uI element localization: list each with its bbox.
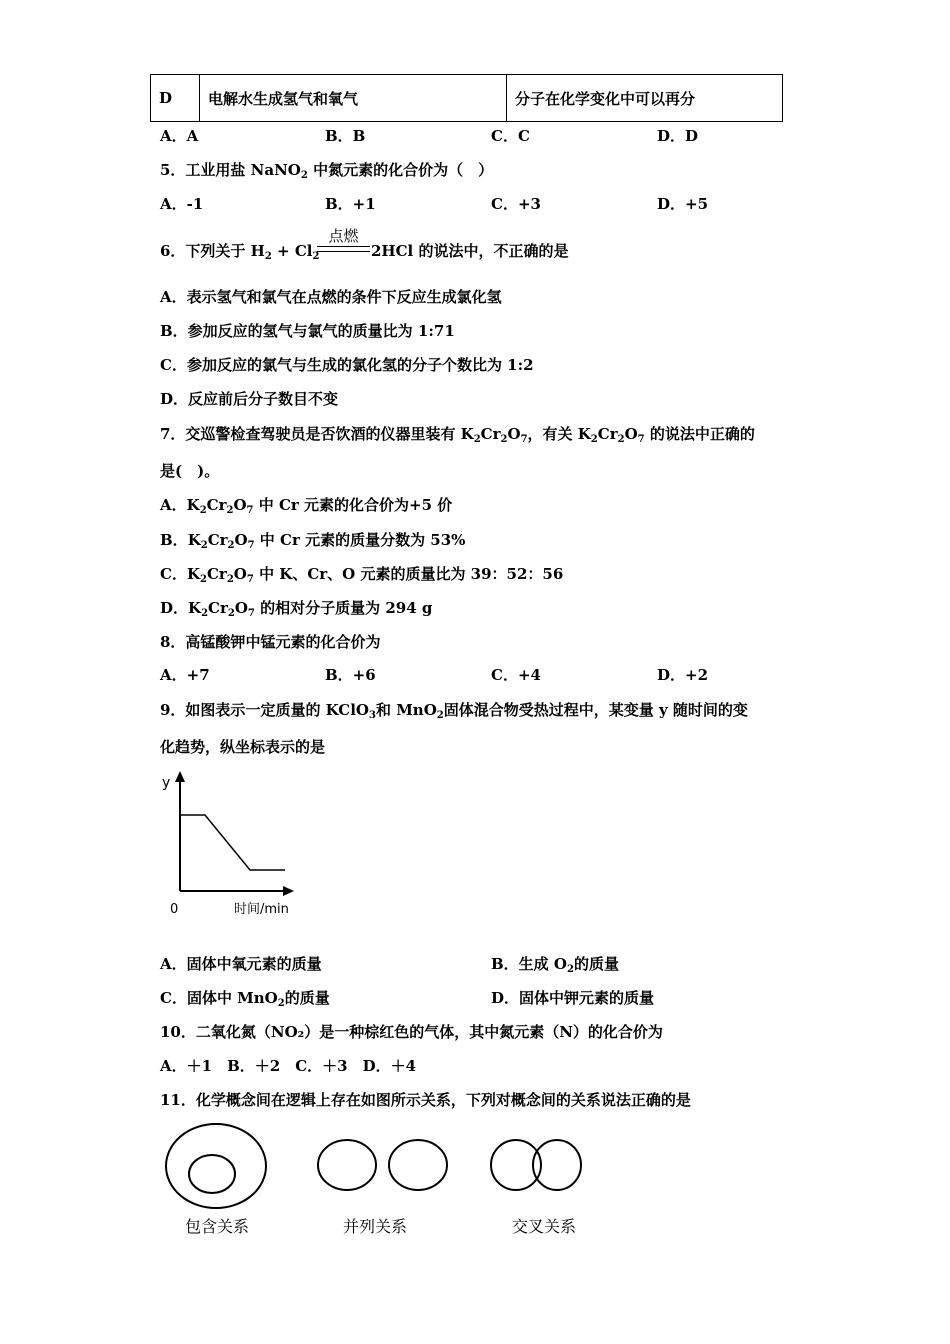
x-axis-label: 时间/min [234,902,289,917]
q6-stem-right: 2HCl 的说法中，不正确的是 [371,242,569,260]
q6-option-c: C．参加反应的氯气与生成的氯化氢的分子个数比为 1:2 [160,356,534,374]
q6-stem-left: 6．下列关于 $H_2 + Cl_2$ [160,242,320,262]
q5-option-c: C．+3 [491,195,541,213]
parallel-circle-left [318,1140,376,1190]
label-contain: 包含关系 [185,1217,250,1236]
trend-line [180,815,285,870]
label-parallel: 并列关系 [343,1217,408,1236]
q10-stem: 10．二氧化氮（NO₂）是一种棕红色的气体，其中氮元素（N）的化合价为 [160,1023,663,1041]
q6-option-b: B．参加反应的氢气与氯气的质量比为 1:71 [160,322,455,340]
q5-option-a: A．-1 [160,195,204,213]
q4-option-d: D．D [657,127,699,145]
q7-stem-line1: 7．交巡警检查驾驶员是否饮酒的仪器里装有 $K_2Cr_2O_7$，有关 $K_2Cr_2O_7$ 的说法中正确的 [160,425,755,445]
label-cross: 交叉关系 [512,1217,577,1236]
q9-option-a: A．固体中氧元素的质量 [160,955,322,973]
q5-stem: 5．工业用盐 NaNO$_2$ 中氮元素的化合价为（ ） [160,161,494,181]
q6-option-a: A．表示氢气和氯气在点燃的条件下反应生成氯化氢 [160,288,502,306]
x-axis-arrow [283,886,294,896]
q8-option-a: A．+7 [160,666,210,684]
q9-stem-line2: 化趋势，纵坐标表示的是 [160,738,326,756]
q5-option-d: D．+5 [657,195,709,213]
q8-option-d: D．+2 [657,666,709,684]
inner-circle [189,1155,235,1193]
q7-option-d: D．$K_2Cr_2O_7$ 的相对分子质量为 294 g [160,599,433,619]
q7-option-b: B．$K_2Cr_2O_7$ 中 Cr 元素的质量分数为 53% [160,531,466,551]
q7-option-c: C．$K_2Cr_2O_7$ 中 K、Cr、O 元素的质量比为 39：52：56 [160,565,564,585]
q7-option-a: A．$K_2Cr_2O_7$ 中 Cr 元素的化合价为+5 价 [160,496,453,516]
q11-relation-diagram [150,1118,610,1248]
q9-option-b: B．生成 $O_2$的质量 [491,955,619,975]
q4-option-a: A．A [160,127,199,145]
reaction-condition [317,226,370,252]
table-cell-explanation: 分子在化学变化中可以再分 [507,75,783,122]
parallel-circle-right [389,1140,447,1190]
outer-circle [166,1124,266,1208]
q9-option-d: D．固体中钾元素的质量 [491,989,655,1007]
q9-stem-line1: 9．如图表示一定质量的 KClO$_3$和 MnO$_2$固体混合物受热过程中，某变量 y 随时间的变 [160,701,748,721]
table-cell-fact: 电解水生成氢气和氧气 [200,75,507,122]
table-row [151,75,783,122]
q9-option-c: C．固体中 MnO$_2$的质量 [160,989,330,1009]
q6-option-d: D．反应前后分子数目不变 [160,390,339,408]
equals-sign [317,246,370,252]
q8-option-b: B．+6 [325,666,376,684]
q7-stem-line2: 是( )。 [160,462,220,480]
origin-label: 0 [170,902,179,917]
q10-options: A．＋1 B．＋2 C．＋3 D．＋4 [160,1057,417,1075]
q4-option-c: C．C [491,127,530,145]
q11-stem: 11．化学概念间在逻辑上存在如图所示关系，下列对概念间的关系说法正确的是 [160,1091,691,1109]
answer-table [150,74,783,122]
y-axis-arrow [175,771,185,782]
table-cell-option: D [151,75,200,122]
condition-text: 点燃 [328,227,359,245]
q8-option-c: C．+4 [491,666,541,684]
q4-option-b: B．B [325,127,366,145]
y-axis-label: y [162,775,171,791]
q5-option-b: B．+1 [325,195,376,213]
q9-graph [150,765,320,925]
q8-stem: 8．高锰酸钾中锰元素的化合价为 [160,633,381,651]
